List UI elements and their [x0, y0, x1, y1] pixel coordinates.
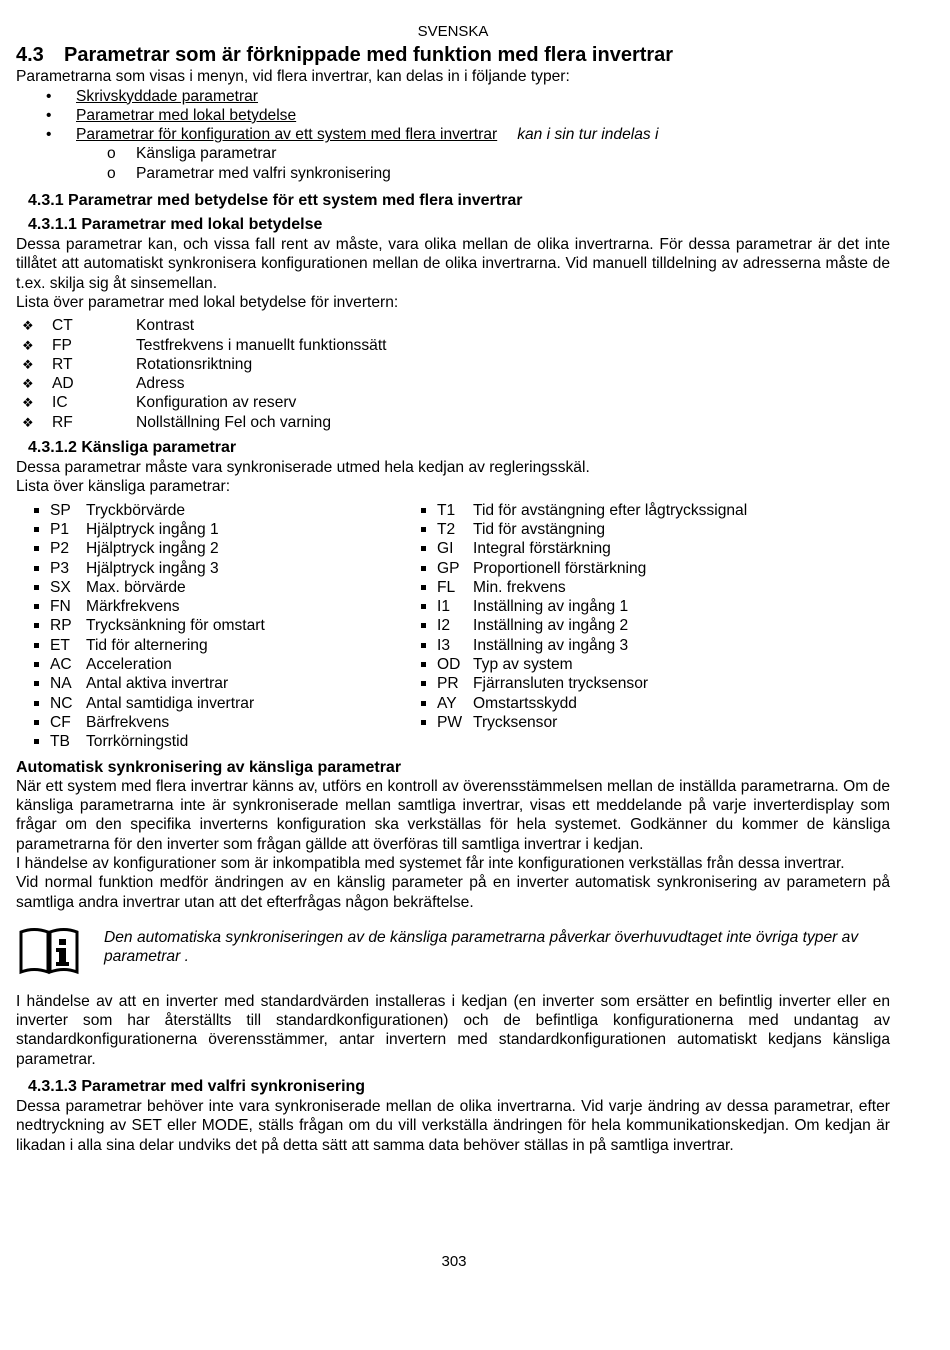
param-code: TB — [50, 733, 70, 751]
auto-sync-heading: Automatisk synkronisering av känsliga parametrar — [16, 758, 402, 776]
types-list — [16, 87, 890, 145]
param-description: Inställning av ingång 3 — [473, 636, 629, 654]
param-code: PW — [437, 713, 463, 731]
param-description: Tid för avstängning — [473, 520, 606, 538]
param-code: P2 — [50, 540, 70, 558]
param-description: Antal aktiva invertrar — [86, 675, 229, 693]
param-code: I3 — [437, 636, 451, 654]
param-description: Inställning av ingång 2 — [473, 617, 629, 635]
param-description: Integral förstärkning — [473, 540, 611, 558]
param-item-p1 — [16, 520, 403, 539]
param-item-sp — [16, 501, 403, 520]
param-description: Trycksänkning för omstart — [86, 617, 265, 635]
param-item-ct — [16, 316, 890, 335]
param-description: Tryckbörvärde — [86, 501, 186, 519]
list-item: o Parametrar med valfri synkronisering — [16, 164, 890, 183]
param-item-t2 — [403, 520, 790, 539]
param-code: T1 — [437, 501, 456, 519]
param-code: T2 — [437, 520, 456, 538]
section-number: 4.3 — [16, 44, 44, 67]
param-item-fp — [16, 336, 890, 355]
param-item-ic — [16, 393, 890, 412]
info-note-text: Den automatiska synkroniseringen av de känsliga parametrarna påverkar överhuvudtaget inte övriga typer av parametrar . — [104, 928, 859, 966]
manual-info-icon — [18, 924, 80, 976]
param-description: Hjälptryck ingång 3 — [86, 559, 219, 577]
language-header: SVENSKA — [417, 23, 489, 40]
param-code: IC — [52, 394, 68, 412]
param-item-t1 — [403, 501, 790, 520]
param-description: Rotationsriktning — [136, 355, 253, 373]
intro-text: Parametrarna som visas i menyn, vid flera invertrar, kan delas in i följande typer: — [16, 68, 570, 86]
param-description: Bärfrekvens — [86, 713, 170, 731]
param-code: RT — [52, 355, 73, 373]
subsection-heading-4312: 4.3.1.2 Känsliga parametrar — [28, 439, 237, 457]
local-params-list — [16, 316, 890, 432]
sensitive-list-intro: Lista över känsliga parametrar: — [16, 478, 231, 496]
subsection-heading-4313: 4.3.1.3 Parametrar med valfri synkronisering — [28, 1078, 366, 1096]
sensitive-params-right — [403, 501, 790, 752]
param-code: ET — [50, 636, 70, 654]
param-description: Typ av system — [473, 656, 573, 674]
sensitive-params-columns — [16, 501, 890, 752]
param-code: SX — [50, 578, 71, 596]
param-description: Konfiguration av reserv — [136, 394, 297, 412]
param-item-rt — [16, 355, 890, 374]
param-item-od — [403, 655, 790, 674]
param-description: Acceleration — [86, 656, 172, 674]
param-description: Proportionell förstärkning — [473, 559, 647, 577]
param-code: FL — [437, 578, 456, 596]
page-number: 303 — [441, 1253, 467, 1270]
list-item: • Parametrar för konfiguration av ett system med flera invertrar kan i sin tur indelas i — [16, 125, 890, 144]
param-description: Antal samtidiga invertrar — [86, 694, 255, 712]
subtypes-list — [16, 144, 890, 183]
sensitive-params-left — [16, 501, 403, 752]
param-description: Torrkörningstid — [86, 733, 189, 751]
param-item-tb — [16, 732, 403, 751]
param-code: I1 — [437, 598, 451, 616]
param-description: Omstartsskydd — [473, 694, 577, 712]
param-code: PR — [437, 675, 459, 693]
section-title: Parametrar som är förknippade med funktion med flera invertrar — [64, 44, 674, 67]
param-code: FP — [52, 336, 72, 354]
param-code: CT — [52, 317, 73, 335]
param-description: Hjälptryck ingång 2 — [86, 540, 219, 558]
param-item-i2 — [403, 616, 790, 635]
param-code: OD — [437, 656, 461, 674]
param-description: Fjärransluten trycksensor — [473, 675, 649, 693]
param-description: Märkfrekvens — [86, 598, 180, 616]
param-description: Adress — [136, 375, 185, 393]
param-description: Tid för avstängning efter lågtryckssignal — [473, 501, 748, 519]
param-item-fn — [16, 597, 403, 616]
param-code: NA — [50, 675, 72, 693]
param-item-i1 — [403, 597, 790, 616]
param-item-nc — [16, 694, 403, 713]
section-heading — [16, 43, 890, 67]
param-code: NC — [50, 694, 73, 712]
param-code: RP — [50, 617, 72, 635]
param-item-sx — [16, 578, 403, 597]
param-code: I2 — [437, 617, 451, 635]
param-code: P1 — [50, 520, 70, 538]
auto-sync-paragraph-2: I händelse av konfigurationer som är inkompatibla med systemet får inte konfigurationen verkställas från dessa invertrar. — [16, 854, 845, 872]
param-item-p3 — [16, 559, 403, 578]
param-code: RF — [52, 413, 73, 431]
param-description: Hjälptryck ingång 1 — [86, 520, 219, 538]
types-note: kan i sin tur indelas i — [517, 126, 659, 144]
param-code: GI — [437, 540, 454, 558]
subsection-heading-431: 4.3.1 Parametrar med betydelse för ett system med flera invertrar — [28, 192, 523, 210]
auto-sync-paragraph-1: När ett system med flera invertrar känns av, utförs en kontroll av överensstämmelsen mellan de inställda parametrarna. Om de känsliga parametrarna inte är synkroniserade mellan samtliga invertrar, visas ett meddelande på varje inverterdisplay som frågar om den specifika inverterns konfiguration ska verkställas för hela systemet. Godkänner du kommer de känsliga parametrarna för den inverter som frågan gällde att överföras till samtliga invertrar i kedjan. — [16, 777, 890, 853]
param-item-gp — [403, 559, 790, 578]
param-description: Kontrast — [136, 317, 195, 335]
document-page — [16, 22, 890, 1155]
param-item-et — [16, 636, 403, 655]
param-item-rf — [16, 413, 890, 432]
param-code: AD — [52, 375, 74, 393]
param-description: Testfrekvens i manuellt funktionssätt — [136, 336, 387, 354]
list-item: • Parametrar med lokal betydelse — [16, 106, 890, 125]
param-item-na — [16, 674, 403, 693]
param-description: Tid för alternering — [86, 636, 208, 654]
param-item-ad — [16, 374, 890, 393]
param-code: AC — [50, 656, 72, 674]
param-item-pr — [403, 674, 790, 693]
param-code: CF — [50, 713, 71, 731]
param-description: Inställning av ingång 1 — [473, 598, 629, 616]
subsection-heading-4311: 4.3.1.1 Parametrar med lokal betydelse — [28, 216, 323, 234]
optional-sync-text: Dessa parametrar behöver inte vara synkroniserade mellan de olika invertrarna. Vid varje ändring av dessa parametrar, efter nedtryckning av SET eller MODE, ställs frågan om du vill verkställa ändringen för hela kommunikationskedjan. Om kedjan är likadan i alla sina delar undviks det på detta sätt att samma data behöver ställas in på samtliga invertrar. — [16, 1098, 890, 1154]
param-item-cf — [16, 713, 403, 732]
param-item-i3 — [403, 636, 790, 655]
param-item-ac — [16, 655, 403, 674]
param-item-rp — [16, 616, 403, 635]
param-item-gi — [403, 539, 790, 558]
list-item: • Skrivskyddade parametrar — [16, 87, 890, 106]
sensitive-params-text: Dessa parametrar måste vara synkroniserade utmed hela kedjan av regleringsskäl. — [16, 459, 590, 477]
param-code: FN — [50, 598, 71, 616]
local-params-text: Dessa parametrar kan, och vissa fall rent av måste, vara olika mellan de olika invertrarna. För dessa parametrar är det inte tillåtet att automatiskt synkronisera konfigurationen mellan de olika invertrarna. Vid manuell tilldelning av adresserna måste de t.ex. skilja sig åt sinsemellan. — [16, 236, 890, 292]
param-item-ay — [403, 694, 790, 713]
param-item-pw — [403, 713, 790, 732]
auto-sync-paragraph-4: I händelse av att en inverter med standardvärden installeras i kedjan (en inverter som ersätter en befintlig inverter eller en inverter som har återställts till standardkonfigurationen) och de befintliga konfigurationerna med undantag av standardkonfigurationerna överensstämmer, antar invertern med standardkonfigurationen automatiskt kedjans känsliga parametrar. — [16, 992, 890, 1068]
param-code: P3 — [50, 559, 70, 577]
param-description: Min. frekvens — [473, 578, 566, 596]
param-description: Nollställning Fel och varning — [136, 413, 332, 431]
param-description: Max. börvärde — [86, 578, 186, 596]
param-item-p2 — [16, 539, 403, 558]
param-item-fl — [403, 578, 790, 597]
info-note — [16, 924, 890, 976]
param-code: SP — [50, 501, 71, 519]
param-code: GP — [437, 559, 460, 577]
param-description: Trycksensor — [473, 713, 558, 731]
list-item: o Känsliga parametrar — [16, 144, 890, 163]
param-code: AY — [437, 694, 457, 712]
local-list-intro: Lista över parametrar med lokal betydelse för invertern: — [16, 293, 399, 311]
auto-sync-paragraph-3: Vid normal funktion medför ändringen av en känslig parameter på en inverter automatisk synkronisering av parametern på samtliga andra invertrar utan att det efterfrågas någon bekräftelse. — [16, 874, 890, 911]
